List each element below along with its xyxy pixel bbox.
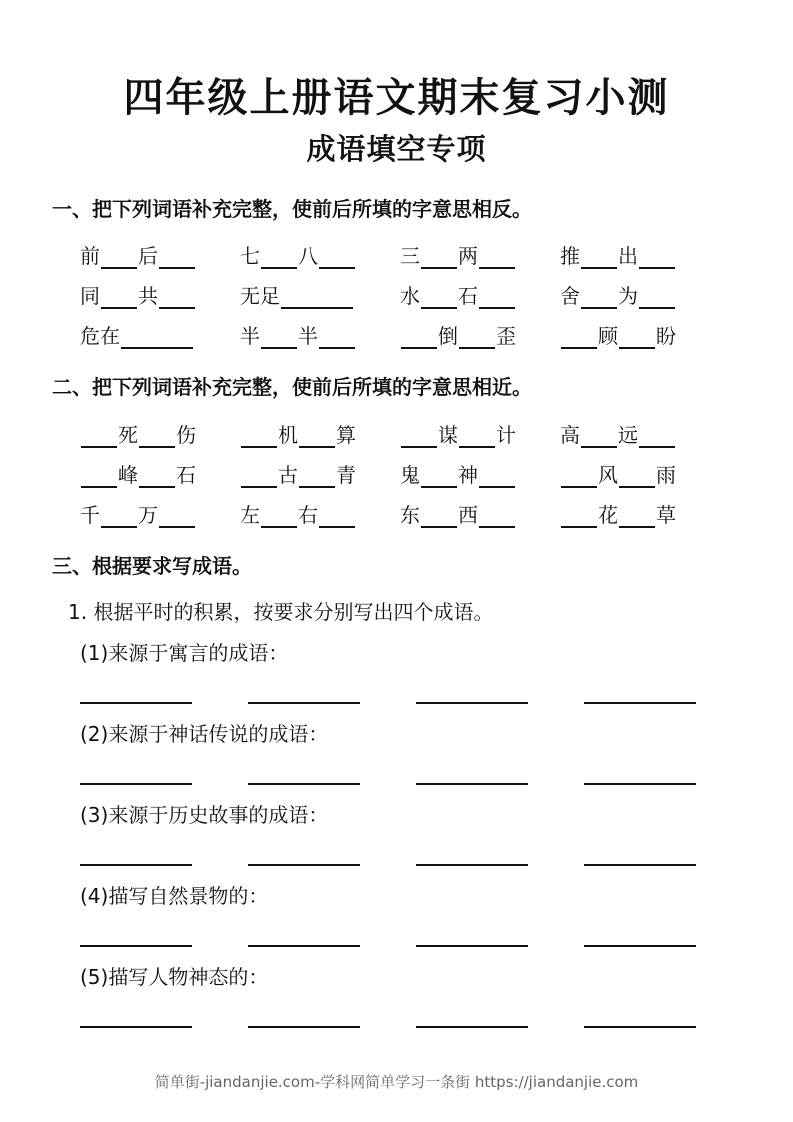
idiom-row — [80, 498, 720, 528]
idiom-row — [80, 319, 720, 349]
fill-blank[interactable] — [561, 325, 597, 349]
idiom-char: 左 — [240, 503, 260, 527]
answer-line[interactable] — [248, 783, 360, 785]
idiom-char: 千 — [80, 503, 100, 527]
fill-blank[interactable] — [459, 325, 495, 349]
idiom-char: 半 — [240, 324, 260, 348]
idiom-char: 推 — [560, 244, 580, 268]
fill-blank[interactable] — [421, 245, 457, 269]
idiom-item — [560, 319, 720, 349]
fill-blank[interactable] — [261, 325, 297, 349]
idiom-char: 风 — [598, 463, 618, 487]
answer-line[interactable] — [584, 783, 696, 785]
idiom-item — [400, 279, 560, 309]
fill-blank[interactable] — [421, 464, 457, 488]
idiom-char: 峰 — [118, 463, 138, 487]
idiom-char: 远 — [618, 423, 638, 447]
idiom-item — [80, 319, 240, 349]
fill-blank[interactable] — [639, 245, 675, 269]
fill-blank[interactable] — [159, 504, 195, 528]
sub-question-prompt: (1)来源于寓言的成语： — [80, 641, 289, 665]
idiom-item — [240, 279, 400, 309]
answer-line[interactable] — [248, 702, 360, 704]
idiom-char: 舍 — [560, 284, 580, 308]
idiom-char: 石 — [176, 463, 196, 487]
idiom-char: 后 — [138, 244, 158, 268]
idiom-row — [80, 418, 720, 448]
idiom-char: 盼 — [656, 324, 676, 348]
idiom-item — [240, 498, 400, 528]
fill-blank[interactable] — [139, 424, 175, 448]
idiom-char: 石 — [458, 284, 478, 308]
answer-line[interactable] — [584, 945, 696, 947]
answer-row — [80, 702, 720, 706]
answer-line[interactable] — [584, 1026, 696, 1028]
idiom-item — [560, 279, 720, 309]
idiom-char: 水 — [400, 284, 420, 308]
fill-blank[interactable] — [241, 424, 277, 448]
fill-blank[interactable] — [459, 424, 495, 448]
fill-blank[interactable] — [101, 285, 137, 309]
fill-blank[interactable] — [281, 285, 353, 309]
idiom-item — [80, 239, 240, 269]
footer: 简单街-jiandanjie.com-学科网简单学习一条街 https://jiandanjie.com — [154, 1073, 639, 1091]
fill-blank[interactable] — [619, 464, 655, 488]
idiom-char: 顾 — [598, 324, 618, 348]
section2-heading: 二、把下列词语补充完整，使前后所填的字意思相近。 — [52, 375, 532, 399]
fill-blank[interactable] — [639, 285, 675, 309]
fill-blank[interactable] — [101, 504, 137, 528]
fill-blank[interactable] — [261, 504, 297, 528]
idiom-char: 歪 — [496, 324, 516, 348]
idiom-char: 神 — [458, 463, 478, 487]
answer-line[interactable] — [248, 1026, 360, 1028]
answer-line[interactable] — [80, 783, 192, 785]
fill-blank[interactable] — [581, 424, 617, 448]
fill-blank[interactable] — [319, 504, 355, 528]
answer-row — [80, 864, 720, 868]
idiom-char: 共 — [138, 284, 158, 308]
idiom-char: 无足 — [240, 284, 280, 308]
idiom-char: 古 — [278, 463, 298, 487]
fill-blank[interactable] — [299, 464, 335, 488]
fill-blank[interactable] — [401, 424, 437, 448]
idiom-char: 雨 — [656, 463, 676, 487]
idiom-char: 右 — [298, 503, 318, 527]
answer-line[interactable] — [416, 864, 528, 866]
answer-line[interactable] — [416, 945, 528, 947]
fill-blank[interactable] — [81, 424, 117, 448]
idiom-row — [80, 279, 720, 309]
idiom-row — [80, 458, 720, 488]
answer-line[interactable] — [80, 702, 192, 704]
idiom-item — [400, 498, 560, 528]
idiom-char: 万 — [138, 503, 158, 527]
fill-blank[interactable] — [619, 504, 655, 528]
fill-blank[interactable] — [101, 245, 137, 269]
answer-line[interactable] — [248, 864, 360, 866]
sub-question-prompt: (3)来源于历史故事的成语： — [80, 803, 329, 827]
idiom-item — [80, 458, 240, 488]
fill-blank[interactable] — [139, 464, 175, 488]
idiom-char: 前 — [80, 244, 100, 268]
answer-row — [80, 783, 720, 787]
fill-blank[interactable] — [479, 504, 515, 528]
idiom-char: 鬼 — [400, 463, 420, 487]
idiom-item — [80, 279, 240, 309]
idiom-char: 半 — [298, 324, 318, 348]
idiom-item — [400, 458, 560, 488]
idiom-item — [400, 418, 560, 448]
fill-blank[interactable] — [319, 325, 355, 349]
fill-blank[interactable] — [159, 285, 195, 309]
idiom-char: 谋 — [438, 423, 458, 447]
idiom-char: 西 — [458, 503, 478, 527]
answer-line[interactable] — [584, 864, 696, 866]
idiom-char: 八 — [298, 244, 318, 268]
answer-row — [80, 945, 720, 949]
answer-line[interactable] — [80, 945, 192, 947]
fill-blank[interactable] — [81, 464, 117, 488]
answer-line[interactable] — [80, 864, 192, 866]
page-subtitle: 成语填空专项 — [306, 132, 487, 166]
idiom-char: 花 — [598, 503, 618, 527]
idiom-item — [400, 319, 560, 349]
idiom-char: 为 — [618, 284, 638, 308]
idiom-item — [240, 458, 400, 488]
fill-blank[interactable] — [581, 285, 617, 309]
idiom-item — [560, 458, 720, 488]
fill-blank[interactable] — [561, 464, 597, 488]
answer-line[interactable] — [416, 783, 528, 785]
answer-line[interactable] — [416, 702, 528, 704]
idiom-item — [80, 418, 240, 448]
idiom-char: 七 — [240, 244, 260, 268]
idiom-char: 算 — [336, 423, 356, 447]
fill-blank[interactable] — [561, 504, 597, 528]
fill-blank[interactable] — [261, 245, 297, 269]
idiom-char: 高 — [560, 423, 580, 447]
fill-blank[interactable] — [619, 325, 655, 349]
idiom-char: 危在 — [80, 324, 120, 348]
fill-blank[interactable] — [421, 285, 457, 309]
answer-line[interactable] — [248, 945, 360, 947]
answer-line[interactable] — [416, 1026, 528, 1028]
section3-heading: 三、根据要求写成语。 — [52, 554, 252, 578]
fill-blank[interactable] — [479, 464, 515, 488]
idiom-item — [560, 239, 720, 269]
fill-blank[interactable] — [319, 245, 355, 269]
idiom-item — [560, 498, 720, 528]
idiom-char: 倒 — [438, 324, 458, 348]
idiom-char: 伤 — [176, 423, 196, 447]
idiom-item — [240, 239, 400, 269]
question-text: 1. 根据平时的积累，按要求分别写出四个成语。 — [68, 600, 494, 624]
sub-question-prompt: (2)来源于神话传说的成语： — [80, 722, 329, 746]
idiom-char: 计 — [496, 423, 516, 447]
idiom-char: 死 — [118, 423, 138, 447]
fill-blank[interactable] — [479, 285, 515, 309]
fill-blank[interactable] — [241, 464, 277, 488]
idiom-char: 草 — [656, 503, 676, 527]
fill-blank[interactable] — [401, 325, 437, 349]
idiom-item — [560, 418, 720, 448]
idiom-char: 三 — [400, 244, 420, 268]
idiom-char: 出 — [618, 244, 638, 268]
idiom-char: 两 — [458, 244, 478, 268]
section1-heading: 一、把下列词语补充完整，使前后所填的字意思相反。 — [52, 197, 532, 221]
idiom-item — [240, 418, 400, 448]
idiom-char: 青 — [336, 463, 356, 487]
idiom-item — [240, 319, 400, 349]
fill-blank[interactable] — [159, 245, 195, 269]
idiom-char: 机 — [278, 423, 298, 447]
idiom-char: 东 — [400, 503, 420, 527]
answer-line[interactable] — [80, 1026, 192, 1028]
answer-line[interactable] — [584, 702, 696, 704]
fill-blank[interactable] — [299, 424, 335, 448]
page-title: 四年级上册语文期末复习小测 — [123, 75, 670, 121]
sub-question-prompt: (5)描写人物神态的： — [80, 965, 269, 989]
fill-blank[interactable] — [639, 424, 675, 448]
idiom-item — [80, 498, 240, 528]
fill-blank[interactable] — [121, 325, 193, 349]
answer-row — [80, 1026, 720, 1030]
fill-blank[interactable] — [581, 245, 617, 269]
idiom-char: 同 — [80, 284, 100, 308]
fill-blank[interactable] — [421, 504, 457, 528]
sub-question-prompt: (4)描写自然景物的： — [80, 884, 269, 908]
fill-blank[interactable] — [479, 245, 515, 269]
idiom-row — [80, 239, 720, 269]
idiom-item — [400, 239, 560, 269]
